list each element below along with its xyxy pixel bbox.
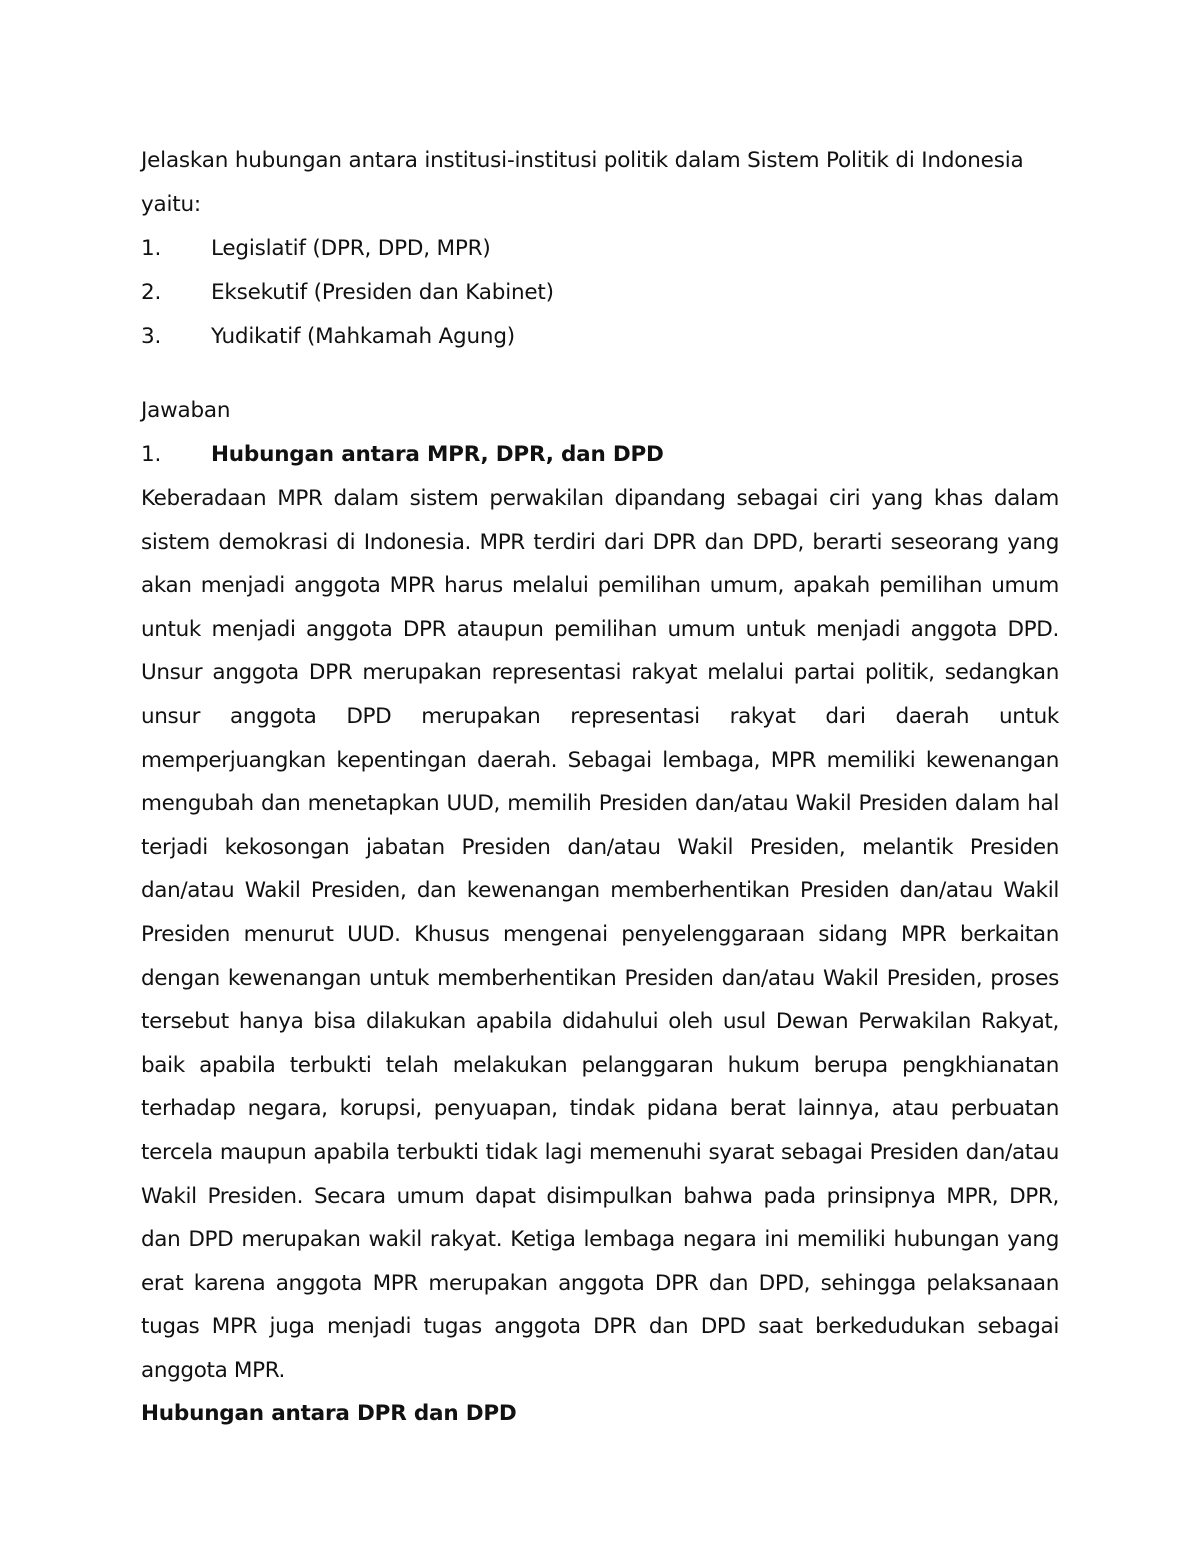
section-1-heading-row bbox=[141, 433, 1059, 477]
question-list-item bbox=[141, 227, 1059, 271]
document-content bbox=[141, 139, 1059, 1436]
question-line-1: Jelaskan hubungan antara institusi-institusi politik dalam Sistem Politik di Indonesia bbox=[141, 148, 1024, 173]
question-list-item bbox=[141, 315, 1059, 359]
section-1-heading: Hubungan antara MPR, DPR, dan DPD bbox=[211, 442, 664, 467]
list-item-number: 3. bbox=[141, 324, 162, 349]
section-1-paragraph: Keberadaan MPR dalam sistem perwakilan dipandang sebagai ciri yang khas dalam sistem demokrasi di Indonesia. MPR terdiri dari DPR dan DPD, berarti seseorang yang akan menjadi anggota MPR harus melalui pemilihan umum, apakah pemilihan umum untuk menjadi anggota DPR ataupun pemilihan umum untuk menjadi anggota DPD. Unsur anggota DPR merupakan representasi rakyat melalui partai politik, sedangkan unsur anggota DPD merupakan representasi rakyat dari daerah untuk memperjuangkan kepentingan daerah. Sebagai lembaga, MPR memiliki kewenangan mengubah dan menetapkan UUD, memilih Presiden dan/atau Wakil Presiden dalam hal terjadi kekosongan jabatan Presiden dan/atau Wakil Presiden, melantik Presiden dan/atau Wakil Presiden, dan kewenangan memberhentikan Presiden dan/atau Wakil Presiden menurut UUD. Khusus mengenai penyelenggaraan sidang MPR berkaitan dengan kewenangan untuk memberhentikan Presiden dan/atau Wakil Presiden, proses tersebut hanya bisa dilakukan apabila didahului oleh usul Dewan Perwakilan Rakyat, baik apabila terbukti telah melakukan pelanggaran hukum berupa pengkhianatan terhadap negara, korupsi, penyuapan, tindak pidana berat lainnya, atau perbuatan tercela maupun apabila terbukti tidak lagi memenuhi syarat sebagai Presiden dan/atau Wakil Presiden. Secara umum dapat disimpulkan bahwa pada prinsipnya MPR, DPR, dan DPD merupakan wakil rakyat. Ketiga lembaga negara ini memiliki hubungan yang erat karena anggota MPR merupakan anggota DPR dan DPD, sehingga pelaksanaan tugas MPR juga menjadi tugas anggota DPR dan DPD saat berkedudukan sebagai anggota MPR. bbox=[141, 486, 1059, 1383]
list-item-text: Yudikatif (Mahkamah Agung) bbox=[211, 324, 515, 349]
question-line-2: yaitu: bbox=[141, 192, 201, 217]
list-item-text: Eksekutif (Presiden dan Kabinet) bbox=[211, 280, 554, 305]
list-item-number: 1. bbox=[141, 236, 162, 261]
answer-label: Jawaban bbox=[141, 398, 231, 423]
section-1-number: 1. bbox=[141, 442, 162, 467]
list-item-number: 2. bbox=[141, 280, 162, 305]
list-item-text: Legislatif (DPR, DPD, MPR) bbox=[211, 236, 491, 261]
section-2-heading: Hubungan antara DPR dan DPD bbox=[141, 1401, 517, 1427]
question-list-item bbox=[141, 271, 1059, 315]
